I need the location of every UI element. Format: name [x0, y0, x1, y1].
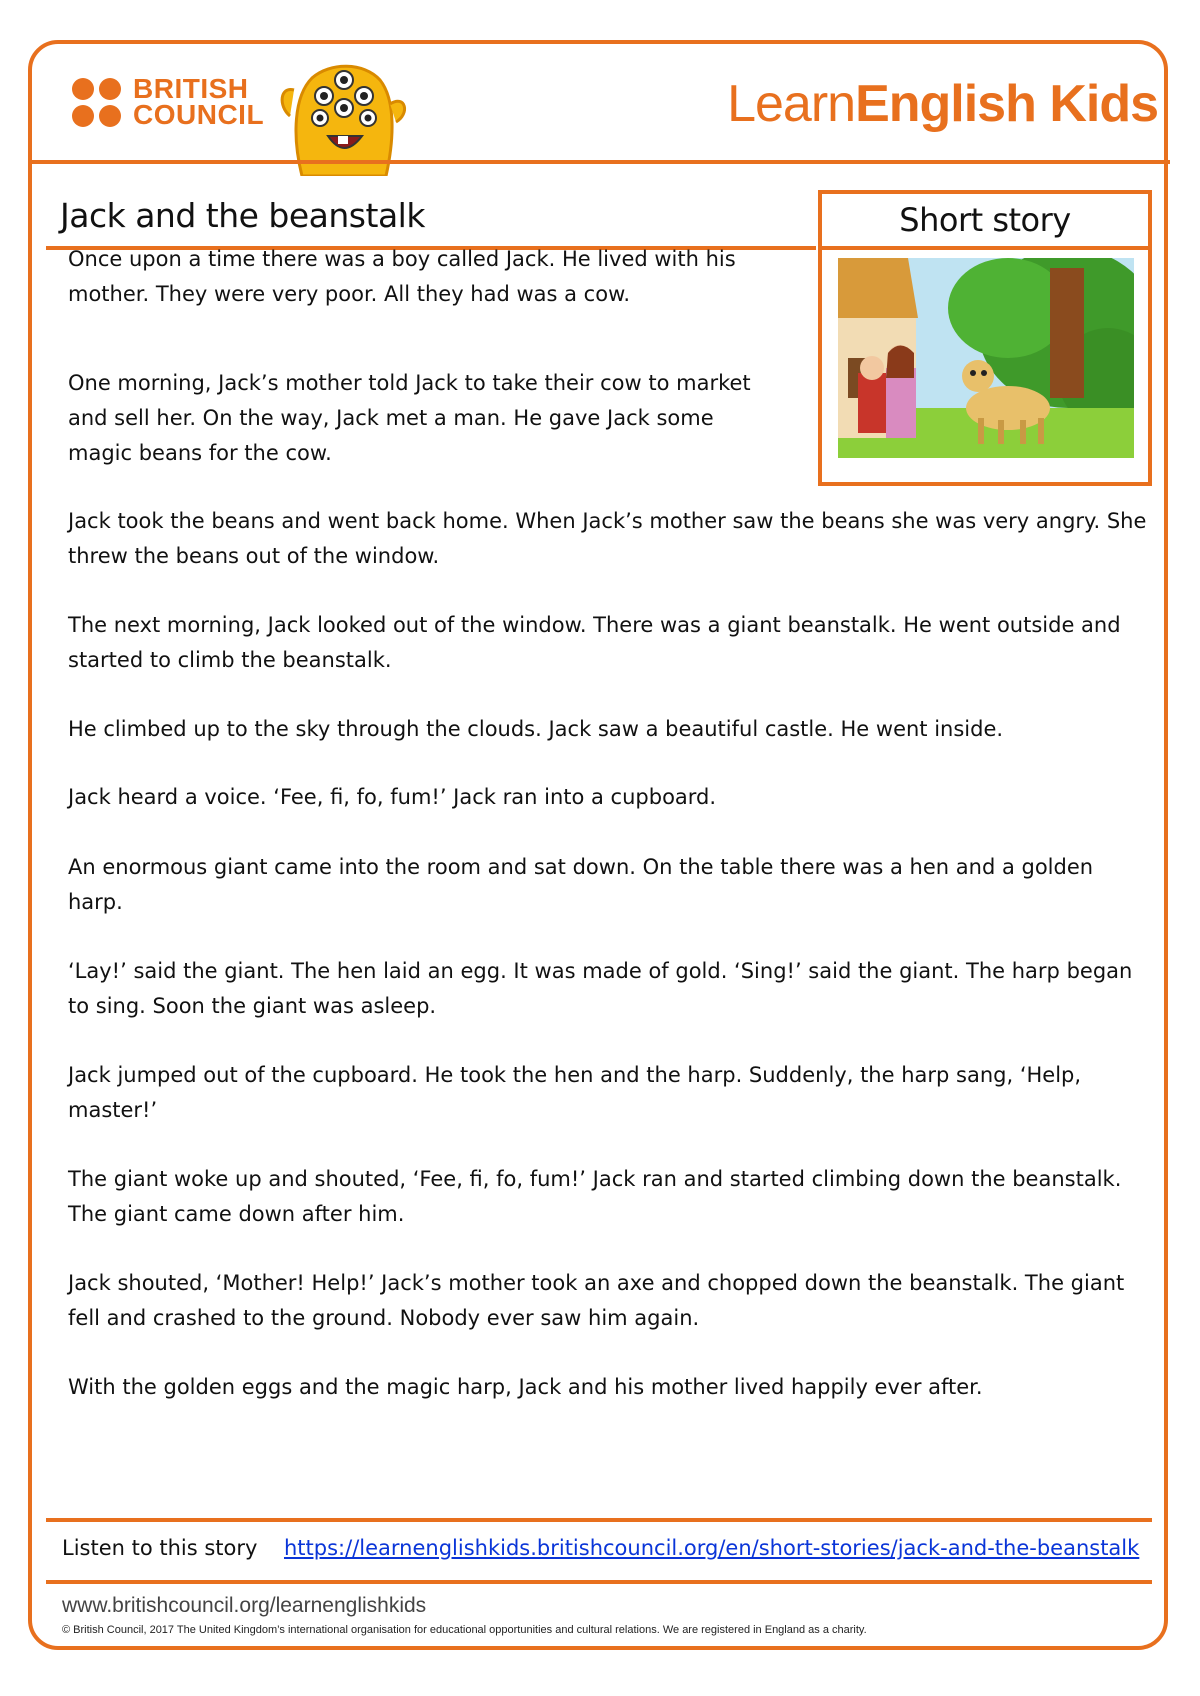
story-paragraph: Jack jumped out of the cupboard. He took the hen and the harp. Suddenly, the harp sang, ‘Help, master!’	[68, 1063, 1082, 1122]
learnenglish-kids-logo	[727, 74, 1158, 134]
copyright-notice: © British Council, 2017 The United Kingdom’s international organisation for educational opportunities and cultural relations. We are registered in England as a charity.	[62, 1624, 867, 1636]
british-council-line1: BRITISH	[133, 73, 249, 104]
story-paragraph: The next morning, Jack looked out of the window. There was a giant beanstalk. He went outside and started to climb the beanstalk.	[68, 613, 1121, 672]
lek-logo-bold: English Kids	[855, 75, 1158, 133]
page-title: Jack and the beanstalk	[60, 196, 425, 235]
listen-label: Listen to this story	[62, 1536, 258, 1560]
story-paragraph: The giant woke up and shouted, ‘Fee, fi, fo, fum!’ Jack ran and started climbing down the beanstalk. The giant came down after him.	[68, 1167, 1122, 1226]
story-paragraph: Once upon a time there was a boy called Jack. He lived with his mother. They were very poor. All they had was a cow.	[68, 247, 736, 306]
lek-logo-light: Learn	[727, 75, 856, 133]
story-paragraph: Jack heard a voice. ‘Fee, fi, fo, fum!’ Jack ran into a cupboard.	[68, 785, 717, 809]
story-paragraph: He climbed up to the sky through the clouds. Jack saw a beautiful castle. He went inside.	[68, 717, 1004, 741]
story-paragraph: One morning, Jack’s mother told Jack to take their cow to market and sell her. On the way, Jack met a man. He gave Jack some magic beans for the cow.	[68, 371, 751, 465]
short-story-label: Short story	[822, 194, 1148, 250]
header-divider	[30, 160, 1170, 164]
monster-mascot-icon	[272, 56, 412, 176]
story-audio-link[interactable]: https://learnenglishkids.britishcouncil.org/en/short-stories/jack-and-the-beanstalk	[284, 1536, 1140, 1560]
story-paragraph: Jack took the beans and went back home. When Jack’s mother saw the beans she was very angry. She threw the beans out of the window.	[68, 509, 1147, 568]
story-paragraph: Jack shouted, ‘Mother! Help!’ Jack’s mother took an axe and chopped down the beanstalk. The giant fell and crashed to the ground. Nobody ever saw him again.	[68, 1271, 1125, 1330]
story-paragraph: An enormous giant came into the room and sat down. On the table there was a hen and a golden harp.	[68, 855, 1094, 914]
jack-and-mother-with-cow-illustration	[838, 258, 1134, 458]
site-url: www.britishcouncil.org/learnenglishkids	[62, 1594, 427, 1617]
british-council-dots-icon	[72, 78, 121, 127]
short-story-box	[818, 190, 1152, 486]
british-council-logo	[72, 73, 265, 130]
british-council-line2: COUNCIL	[133, 99, 265, 130]
footer-divider-top	[46, 1518, 1152, 1522]
footer-divider-bottom	[46, 1580, 1152, 1584]
story-paragraph: ‘Lay!’ said the giant. The hen laid an egg. It was made of gold. ‘Sing!’ said the giant. The harp began to sing. Soon the giant was asleep.	[68, 959, 1133, 1018]
story-paragraph: With the golden eggs and the magic harp, Jack and his mother lived happily ever after.	[68, 1375, 983, 1399]
